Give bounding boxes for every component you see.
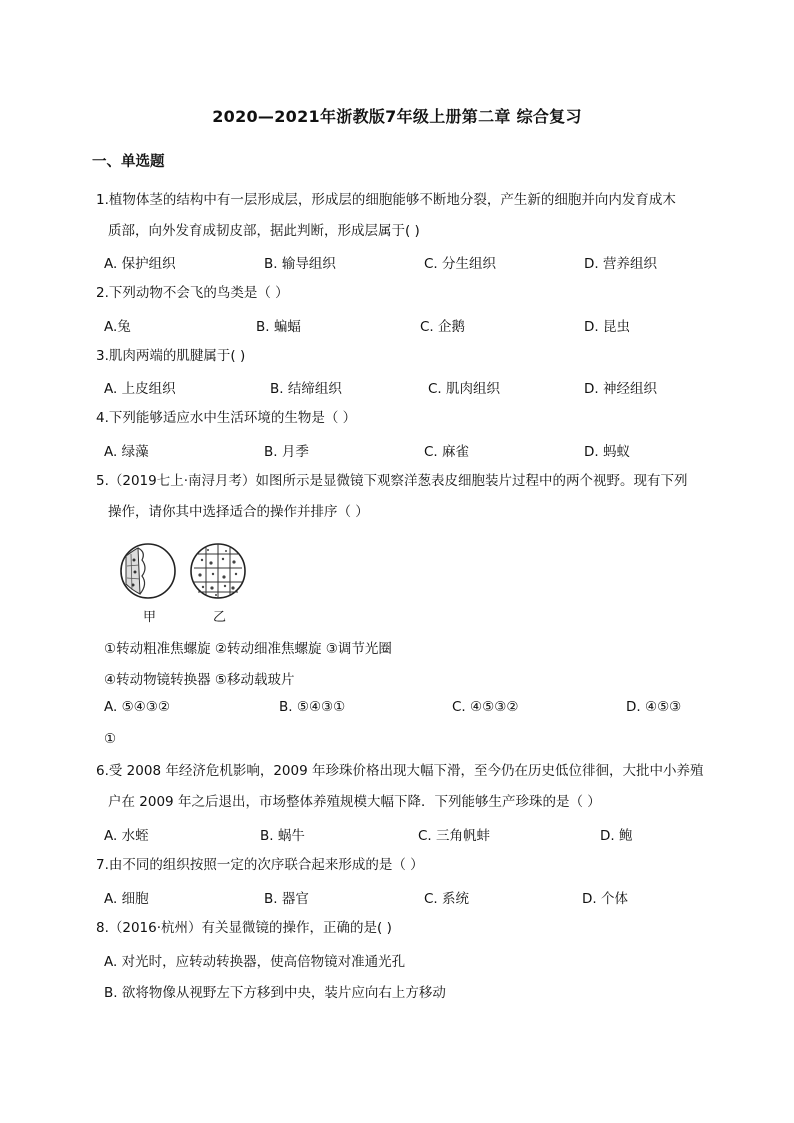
option-a[interactable]: A. 水蛭 [104, 828, 149, 844]
question-stem: 4.下列能够适应水中生活环境的生物是（ ） [96, 410, 357, 426]
question-3 [96, 341, 706, 372]
options-q7 [104, 887, 704, 911]
section-heading: 一、单选题 [92, 154, 165, 170]
question-5 [96, 466, 706, 528]
option-a[interactable]: A. 上皮组织 [104, 381, 176, 397]
question-2 [96, 278, 706, 309]
option-c[interactable]: C. 肌肉组织 [428, 381, 501, 397]
options-q4 [104, 440, 704, 464]
question-stem: 2.下列动物不会飞的鸟类是（ ） [96, 285, 289, 301]
question-stem: 8.（2016·杭州）有关显微镜的操作，正确的是( ) [96, 920, 392, 936]
option-c[interactable]: C. 麻雀 [424, 444, 470, 460]
question-7 [96, 850, 706, 881]
question-6 [96, 756, 706, 818]
option-d[interactable]: D. 昆虫 [584, 319, 630, 335]
option-c[interactable]: C. 企鹅 [420, 319, 466, 335]
option-b[interactable]: B. 蜗牛 [260, 828, 305, 844]
question-stem: 5.（2019七上·南浔月考）如图所示是显微镜下观察洋葱表皮细胞装片过程中的两个视野。现有下列 [96, 473, 688, 489]
question-stem: 6.受 2008 年经济危机影响，2009 年珍珠价格出现大幅下滑，至今仍在历史低位徘徊，大批中小养殖 [96, 763, 704, 779]
option-b[interactable]: B. 欲将物像从视野左下方移到中央，装片应向右上方移动 [104, 985, 446, 1001]
option-b[interactable]: B. 输导组织 [264, 256, 336, 272]
question-stem: 7.由不同的组织按照一定的次序联合起来形成的是（ ） [96, 857, 424, 873]
option-a[interactable]: A.兔 [104, 319, 131, 335]
option-b[interactable]: B. 结缔组织 [270, 381, 342, 397]
figure-label-jia: 甲 [143, 610, 157, 625]
microscope-field-figure [118, 538, 258, 628]
question-stem-continued: 操作，请你其中选择适合的操作并排序（ ） [108, 504, 369, 520]
option-a[interactable]: A. 保护组织 [104, 256, 176, 272]
option-a[interactable]: A. 对光时，应转动转换器，使高倍物镜对准通光孔 [104, 954, 406, 970]
option-d[interactable]: D. 个体 [582, 891, 628, 907]
microscope-fields-drawing [118, 538, 258, 608]
option-b[interactable]: B. 月季 [264, 444, 309, 460]
operation-steps-line-2: ④转动物镜转换器 ⑤移动载玻片 [104, 672, 295, 688]
option-a[interactable]: A. 绿藻 [104, 444, 149, 460]
options-q3 [104, 377, 704, 401]
option-a[interactable]: A. ⑤④③② [104, 699, 170, 715]
operation-steps-line-1: ①转动粗准焦螺旋 ②转动细准焦螺旋 ③调节光圈 [104, 641, 392, 657]
option-d[interactable]: D. 营养组织 [584, 256, 657, 272]
option-b[interactable]: B. 蝙蝠 [256, 319, 301, 335]
options-q2 [104, 315, 704, 339]
option-c[interactable]: C. ④⑤③② [452, 699, 519, 715]
option-c[interactable]: C. 分生组织 [424, 256, 497, 272]
question-stem: 1.植物体茎的结构中有一层形成层，形成层的细胞能够不断地分裂，产生新的细胞并向内发育成木 [96, 192, 676, 208]
option-b[interactable]: B. ⑤④③① [279, 699, 346, 715]
options-q6 [104, 824, 704, 848]
question-4 [96, 403, 706, 434]
option-d[interactable]: D. 鲍 [600, 828, 633, 844]
option-b[interactable]: B. 器官 [264, 891, 309, 907]
figure-label-yi: 乙 [213, 610, 227, 625]
document-title: 2020—2021年浙教版7年级上册第二章 综合复习 [212, 107, 582, 126]
question-stem-continued: 质部，向外发育成韧皮部，据此判断，形成层属于( ) [108, 223, 420, 239]
option-c[interactable]: C. 三角帆蚌 [418, 828, 491, 844]
option-d[interactable]: D. 神经组织 [584, 381, 657, 397]
option-a[interactable]: A. 细胞 [104, 891, 149, 907]
option-d[interactable]: D. ④⑤③ [626, 699, 682, 715]
options-q5 [104, 699, 704, 723]
question-1 [96, 185, 706, 247]
option-c[interactable]: C. 系统 [424, 891, 470, 907]
options-q1 [104, 252, 704, 276]
option-d[interactable]: D. 蚂蚁 [584, 444, 630, 460]
question-8 [96, 913, 706, 944]
question-stem: 3.肌肉两端的肌腱属于( ) [96, 348, 246, 364]
question-stem-continued: 户在 2009 年之后退出，市场整体养殖规模大幅下降．下列能够生产珍珠的是（ ） [108, 794, 601, 810]
option-d-wrap: ① [104, 731, 117, 747]
